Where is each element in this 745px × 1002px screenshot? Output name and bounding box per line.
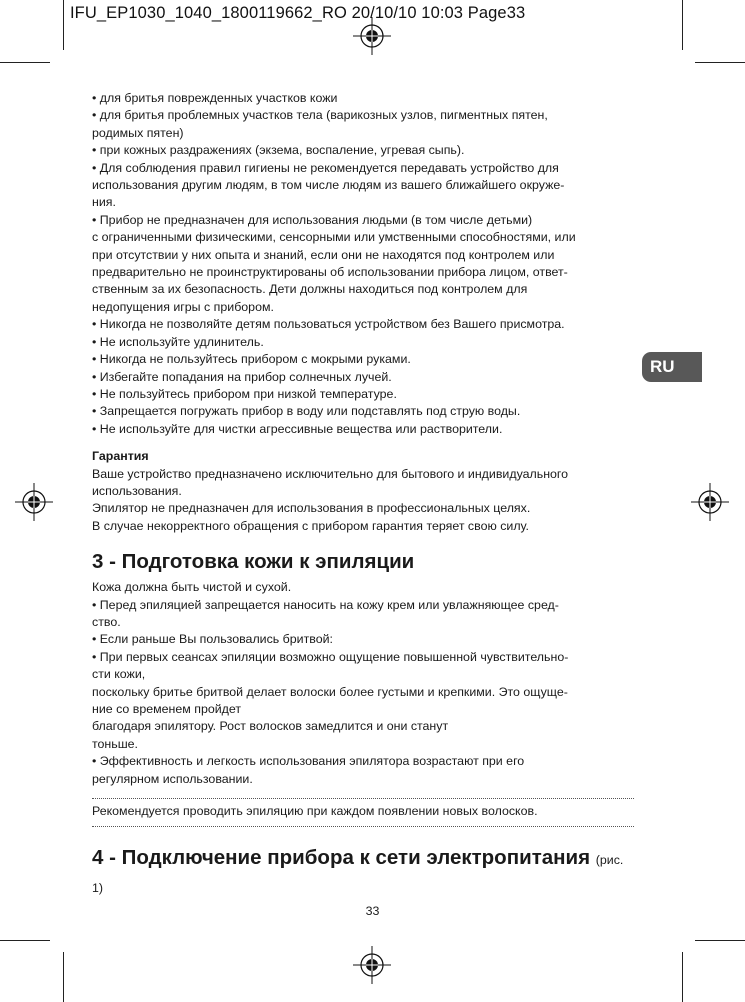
crop-mark-bottom-right-vertical: [682, 952, 683, 1002]
registration-mark-left-icon: [15, 483, 53, 521]
crop-mark-top-right-vertical: [682, 0, 683, 50]
tip-divider-bottom: [92, 826, 634, 827]
warranty-line: Эпилятор не предназначен для использования в профессиональных целях.: [92, 501, 531, 516]
warranty-title: Гарантия: [92, 449, 149, 464]
warning-line: ственным за их безопасность. Дети должны находиться под контролем для: [92, 282, 528, 297]
section-3-line: • Перед эпиляцией запрещается наносить на кожу крем или увлажняющее сред-: [92, 597, 559, 612]
figure-reference: (рис. 1): [92, 853, 624, 896]
section-3-line: • Эффективность и легкость использования эпилятора возрастают при его: [92, 754, 525, 769]
language-tab-ru: RU: [642, 352, 702, 382]
warning-line: • Для соблюдения правил гигиены не рекомендуется передавать устройство для: [92, 160, 559, 175]
warning-line: • Никогда не позволяйте детям пользоваться устройством без Вашего присмотра.: [92, 317, 565, 332]
registration-mark-top-icon: [353, 17, 391, 55]
warranty-section: [92, 448, 634, 535]
warning-line: • для бритья поврежденных участков кожи: [92, 91, 338, 105]
page-content: [92, 90, 634, 901]
crop-mark-bottom-right-horizontal: [695, 940, 745, 941]
crop-mark-bottom-left-horizontal: [0, 940, 50, 941]
warning-line: • Прибор не предназначен для использования людьми (в том числе детьми): [92, 212, 533, 227]
warning-line: • Не используйте удлинитель.: [92, 334, 264, 349]
section-3-line: поскольку бритье бритвой делает волоски более густыми и крепкими. Это ощуще-: [92, 684, 568, 699]
crop-mark-top-left-horizontal: [0, 62, 50, 63]
section-3-line: • Если раньше Вы пользовались бритвой:: [92, 632, 333, 647]
warning-line: • Никогда не пользуйтесь прибором с мокрыми руками.: [92, 352, 411, 367]
section-4-title: 4 - Подключение прибора к сети электропитания: [92, 846, 591, 870]
section-3-line: благодаря эпилятору. Рост волосков замедлится и они станут: [92, 719, 449, 734]
registration-mark-bottom-icon: [353, 946, 391, 984]
section-3-line: Кожа должна быть чистой и сухой.: [92, 580, 292, 595]
print-slug-line: IFU_EP1030_1040_1800119662_RO 20/10/10 10:03 Page33: [70, 4, 526, 22]
warning-line: родимых пятен): [92, 125, 184, 140]
section-3-line: сти кожи,: [92, 667, 146, 682]
warning-line: недопущения игры с прибором.: [92, 299, 274, 314]
crop-mark-top-right-horizontal: [695, 62, 745, 63]
crop-mark-bottom-left-vertical: [63, 952, 64, 1002]
section-3-line: ние со временем пройдет: [92, 702, 242, 716]
warning-line: • при кожных раздражениях (экзема, воспаление, угревая сыпь).: [92, 143, 465, 158]
section-3-line: регулярном использовании.: [92, 771, 253, 786]
tip-divider-top: [92, 798, 634, 799]
section-3-line: ство.: [92, 614, 121, 629]
warning-line: • Избегайте попадания на прибор солнечных лучей.: [92, 369, 392, 384]
warranty-line: В случае некорректного обращения с прибором гарантия теряет свою силу.: [92, 518, 529, 533]
section-4-heading: [92, 845, 634, 901]
warning-line: • Не используйте для чистки агрессивные вещества или растворители.: [92, 421, 503, 436]
warning-line: • Не пользуйтесь прибором при низкой температуре.: [92, 386, 397, 401]
tip-note: Рекомендуется проводить эпиляцию при каждом появлении новых волосков.: [92, 804, 538, 819]
section-3-body: [92, 579, 634, 788]
warning-line: ния.: [92, 195, 116, 210]
section-3-line: тоньше.: [92, 736, 138, 751]
warning-line: использования другим людям, в том числе людям из вашего ближайшего окруже-: [92, 178, 565, 193]
warranty-line: использования.: [92, 483, 182, 498]
warning-line: с ограниченными физическими, сенсорными или умственными способностями, или: [92, 230, 576, 245]
warranty-line: Ваше устройство предназначено исключительно для бытового и индивидуального: [92, 466, 569, 481]
crop-mark-top-left-vertical: [63, 0, 64, 50]
warning-line: предварительно не проинструктированы об использовании прибора лицом, ответ-: [92, 265, 568, 280]
warning-line: • для бритья проблемных участков тела (варикозных узлов, пигментных пятен,: [92, 108, 548, 123]
section-3-line: • При первых сеансах эпиляции возможно ощущение повышенной чувствительно-: [92, 649, 569, 664]
registration-mark-right-icon: [691, 483, 729, 521]
warnings-list: [92, 90, 634, 438]
section-3-heading: 3 - Подготовка кожи к эпиляции: [92, 550, 415, 574]
warning-line: • Запрещается погружать прибор в воду или подставлять под струю воды.: [92, 404, 521, 419]
page-number: 33: [365, 904, 380, 918]
warning-line: при отсутствии у них опыта и знаний, если они не находятся под контролем или: [92, 247, 555, 262]
